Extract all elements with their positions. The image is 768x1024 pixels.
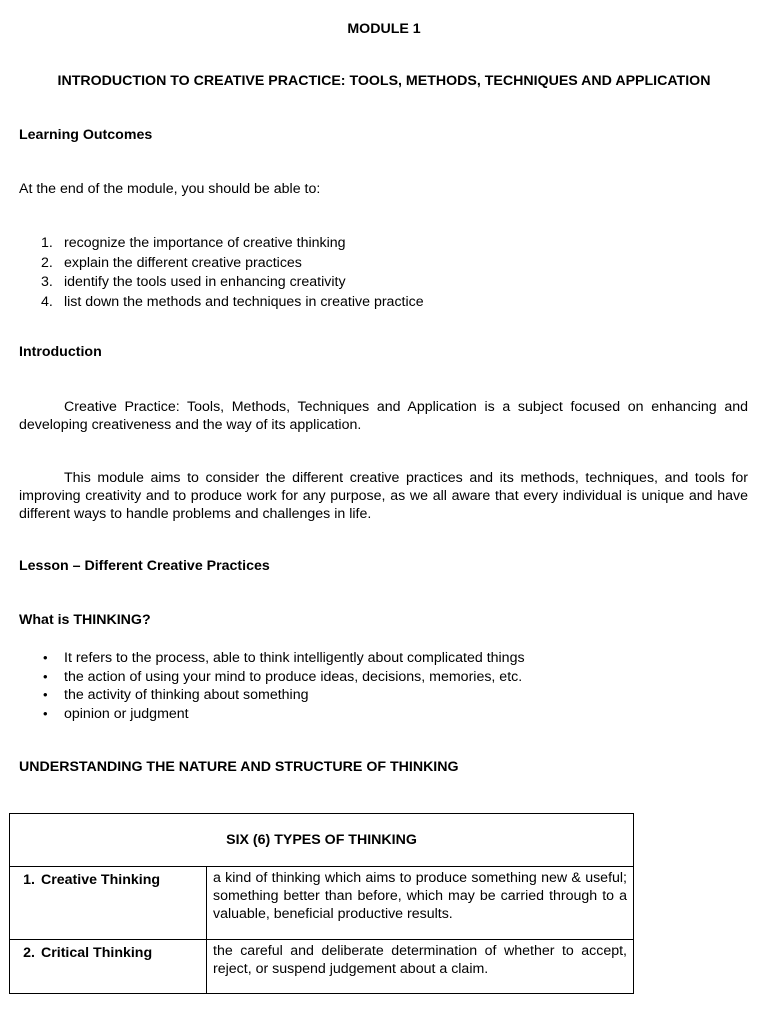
bullet-icon: • xyxy=(43,687,48,702)
list-item-text: the activity of thinking about something xyxy=(64,687,309,703)
module-label: MODULE 1 xyxy=(347,21,421,37)
row-number: 2. xyxy=(23,945,35,961)
list-item-text: list down the methods and techniques in creative practice xyxy=(64,293,424,310)
list-number: 2. xyxy=(41,254,53,271)
list-item-text: It refers to the process, able to think intelligently about complicated things xyxy=(64,650,525,666)
table-header-row xyxy=(10,814,634,867)
bullet-icon: • xyxy=(43,705,48,721)
thinking-type-name: Creative Thinking xyxy=(41,872,161,888)
bullet-icon: • xyxy=(43,668,48,684)
understanding-heading: UNDERSTANDING THE NATURE AND STRUCTURE OF THINKING xyxy=(19,759,459,775)
list-item-text: recognize the importance of creative thinking xyxy=(64,235,346,251)
learning-outcomes-list xyxy=(19,234,719,312)
list-item xyxy=(19,254,719,274)
learning-outcomes-heading: Learning Outcomes xyxy=(19,127,153,143)
introduction-heading: Introduction xyxy=(19,344,102,360)
bullet-icon: • xyxy=(43,650,48,665)
row-number: 1. xyxy=(23,872,35,888)
list-number: 3. xyxy=(41,274,53,290)
list-item xyxy=(19,293,719,313)
list-item xyxy=(19,649,719,668)
thinking-type-definition: a kind of thinking which aims to produce something new & useful; something better than before, which may be carried through to a valuable, beneficial productive results. xyxy=(207,867,634,940)
introduction-paragraph-2: This module aims to consider the different creative practices and its methods, techniques, and tools for improving creativity and to produce work for any purpose, as we all aware that every individual is unique and have different ways to handle problems and challenges in life. xyxy=(19,470,748,522)
introduction-paragraph-1: Creative Practice: Tools, Methods, Techniques and Application is a subject focused on enhancing and developing creativeness and the way of its application. xyxy=(19,399,748,433)
list-item-text: opinion or judgment xyxy=(64,705,189,722)
table-row xyxy=(10,867,634,940)
list-item xyxy=(19,705,719,724)
list-item xyxy=(19,668,719,687)
list-item-text: identify the tools used in enhancing creativity xyxy=(64,274,346,290)
thinking-type-cell xyxy=(10,867,207,940)
thinking-type-name: Critical Thinking xyxy=(41,945,153,961)
thinking-types-table xyxy=(9,813,634,994)
list-number: 4. xyxy=(41,293,53,310)
list-item xyxy=(19,273,719,293)
thinking-heading: What is THINKING? xyxy=(19,612,151,628)
list-item xyxy=(19,234,719,254)
thinking-type-definition: the careful and deliberate determination of whether to accept, reject, or suspend judgement about a claim. xyxy=(207,940,634,994)
list-number: 1. xyxy=(41,235,53,251)
list-item xyxy=(19,686,719,705)
learning-outcomes-lead: At the end of the module, you should be able to: xyxy=(19,181,321,197)
document-title: INTRODUCTION TO CREATIVE PRACTICE: TOOLS, METHODS, TECHNIQUES AND APPLICATION xyxy=(57,73,711,89)
list-item-text: explain the different creative practices xyxy=(64,254,302,271)
thinking-bullet-list xyxy=(19,649,719,723)
thinking-type-cell xyxy=(10,940,207,994)
table-header: SIX (6) TYPES OF THINKING xyxy=(10,814,634,867)
table-row xyxy=(10,940,634,994)
lesson-heading: Lesson – Different Creative Practices xyxy=(19,558,270,574)
list-item-text: the action of using your mind to produce ideas, decisions, memories, etc. xyxy=(64,668,523,685)
